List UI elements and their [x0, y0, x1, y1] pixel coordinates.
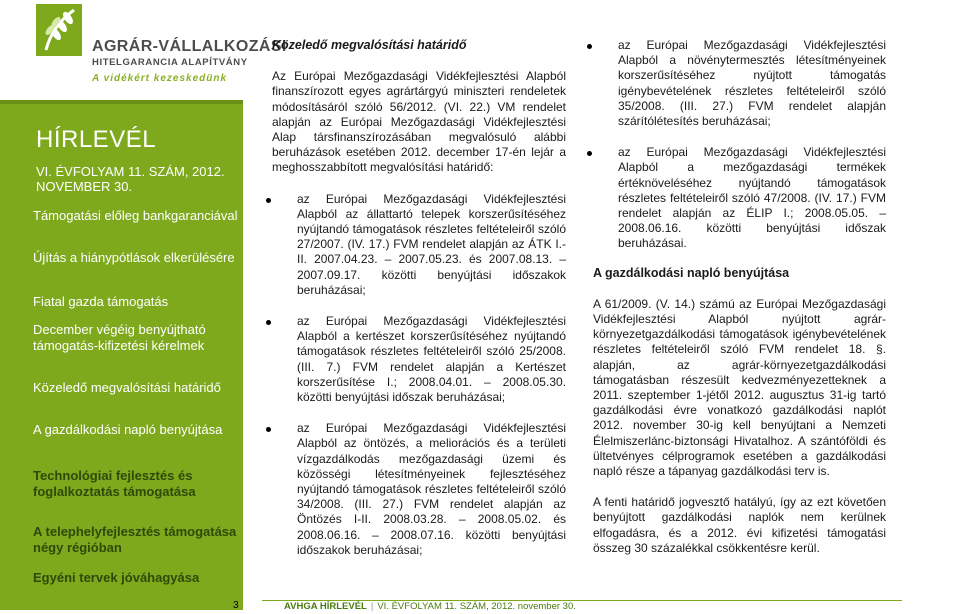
article2-paragraph-2: A fenti határidő jogvesztő hatályú, így az ezt követően benyújtott gazdálkodási naplók nem kerülnek elfogadásra, és a 2012. évi kifizetési támogatási összeg 30 százalékkal csökkentésre kerül.: [593, 495, 886, 555]
sidebar-stripe: [0, 100, 243, 104]
list-item: [272, 421, 566, 558]
article-column-middle: [272, 38, 566, 574]
list-item-text: az Európai Mezőgazdasági Vidékfejlesztési Alapból a mezőgazdasági termékek értéknöveléséhez nyújtandó támogatások részletes feltételeiről szóló 47/2008. (IV. 17.) FVM rendelet alapján az ÉLIP I.; 2008.05.05. – 2008.06.16. közötti benyújtási időszak beruházásai.: [618, 145, 886, 251]
list-item: [272, 314, 566, 405]
article-column-right: [593, 38, 886, 572]
sidebar-item-hatarido[interactable]: Közeledő megvalósítási határidő: [33, 380, 221, 395]
bullet-list-middle: [272, 192, 566, 558]
bullet-list-right: [593, 38, 886, 252]
list-item: [593, 38, 886, 129]
sidebar-item-kifizetesi-kerelmek[interactable]: December végéig benyújtható támogatás-kifizetési kérelmek: [33, 322, 206, 353]
newsletter-title: HÍRLEVÉL: [36, 126, 157, 153]
bullet-dot-icon: [266, 427, 271, 432]
list-item-text: az Európai Mezőgazdasági Vidékfejlesztési Alapból a növénytermesztés létesítményeinek korszerűsítéséhez nyújtott támogatás igénybevételének részletes feltételeiről szóló 35/2008. (III. 27.) FVM rendelet alapján szárítólétesítés beruházásai;: [618, 38, 886, 129]
footer-brand: AVHGA HÍRLEVÉL: [284, 601, 367, 612]
list-item-text: az Európai Mezőgazdasági Vidékfejlesztési Alapból a kertészet korszerűsítéséhez nyújtandó támogatások részletes feltételeiről szóló 25/2008. (III. 7.) FVM rendelet alapján a Kertészet korszerűsítése I.; 2008.04.01. – 2008.05.30. közötti benyújtási időszak beruházásai;: [297, 314, 566, 405]
article-intro: Az Európai Mezőgazdasági Vidékfejlesztési Alapból finanszírozott egyes agrártárgyú miniszteri rendeletek módosításáról szóló 56/2012. (VI. 22.) VM rendelet alapján az Európai Mezőgazdasági Vidékfejlesztési Alap társfinanszírozásában megvalósuló alábbi beruházások esetében 2012. december 17-én lejár a meghosszabbított megvalósítási határidő:: [272, 69, 566, 175]
footer-text: [284, 601, 576, 612]
sidebar: [0, 0, 287, 614]
wheat-logo-icon: [36, 4, 82, 56]
list-item-text: az Európai Mezőgazdasági Vidékfejlesztési Alapból az állattartó telepek korszerűsítéséhez nyújtandó támogatások részletes feltételeiről szóló 27/2007. (IV. 17.) FVM rendelet alapján az ÁTK I.-II. 2007.04.23. – 2007.05.23. és 2007.08.13. – 2007.09.17. közötti benyújtási időszakok beruházásai;: [297, 191, 566, 297]
bullet-dot-icon: [266, 198, 271, 203]
list-item-text: az Európai Mezőgazdasági Vidékfejlesztési Alapból az öntözés, a meliorációs és a területi vízgazdálkodás mezőgazdasági üzemi és közösségi létesítményeinek fejlesztéséhez nyújtandó támogatások részletes feltételeiről szóló 34/2008. (III. 27.) FVM rendelet alapján az Öntözés I-II. 2008.03.28. – 2008.05.02. és 2008.06.16. – 2008.07.16. közötti benyújtási időszakok beruházásai;: [297, 421, 566, 557]
sidebar-item-hianypotlas[interactable]: Újítás a hiánypótlások elkerülésére: [33, 250, 235, 265]
article-heading: Közeledő megvalósítási határidő: [272, 38, 467, 52]
sidebar-item-technologiai-fejlesztes[interactable]: Technológiai fejlesztés és foglalkoztatás támogatása: [33, 468, 196, 499]
article2-heading: A gazdálkodási napló benyújtása: [593, 265, 790, 280]
footer-separator: |: [370, 601, 374, 612]
list-item: [593, 145, 886, 251]
bullet-dot-icon: [587, 44, 592, 49]
newsletter-issue: VI. ÉVFOLYAM 11. SZÁM, 2012. NOVEMBER 30.: [36, 164, 225, 194]
bullet-dot-icon: [587, 151, 592, 156]
bullet-dot-icon: [266, 320, 271, 325]
article2-paragraph-1: A 61/2009. (V. 14.) számú az Európai Mezőgazdasági Vidékfejlesztési Alapból nyújtott agrár-környezetgazdálkodási támogatások igénybevételének részletes feltételeiről szóló FVM rendelet 18. §. alapján, az agrár-környezetgazdálkodási támogatásban részesült kedvezményezetteknek a 2011. szeptember 1-jétől 2012. augusztus 31-ig tartó gazdálkodási évre vonatkozó gazdálkodási naplót 2012. november 30-ig kell benyújtani a Nemzeti Élelmiszerlánc-biztonsági Hivatalhoz. A szántóföldi és ültetvényes célprogramok esetében a gazdálkodási napló része a tápanyag gazdálkodási terv is.: [593, 296, 886, 479]
list-item: [272, 192, 566, 298]
page-number: 3: [233, 600, 239, 611]
footer-issue: VI. ÉVFOLYAM 11. SZÁM, 2012. november 30.: [377, 601, 576, 612]
sidebar-item-telephelyfejlesztes[interactable]: A telephelyfejlesztés támogatása négy régióban: [33, 524, 237, 555]
footer: [262, 600, 902, 614]
logo-area: [0, 0, 287, 100]
logo-subtitle: HITELGARANCIA ALAPÍTVÁNY: [92, 57, 248, 68]
sidebar-item-egyeni-tervek[interactable]: Egyéni tervek jóváhagyása: [33, 570, 200, 585]
sidebar-item-fiatal-gazda[interactable]: Fiatal gazda támogatás: [33, 294, 169, 309]
logo-tagline: A vidékért kezeskedünk: [92, 73, 228, 84]
sidebar-item-elooleg[interactable]: Támogatási előleg bankgaranciával: [33, 208, 238, 223]
sidebar-item-gazdalkodasi-naplo[interactable]: A gazdálkodási napló benyújtása: [33, 422, 223, 437]
logo-title: AGRÁR-VÁLLALKOZÁSI: [92, 38, 287, 55]
